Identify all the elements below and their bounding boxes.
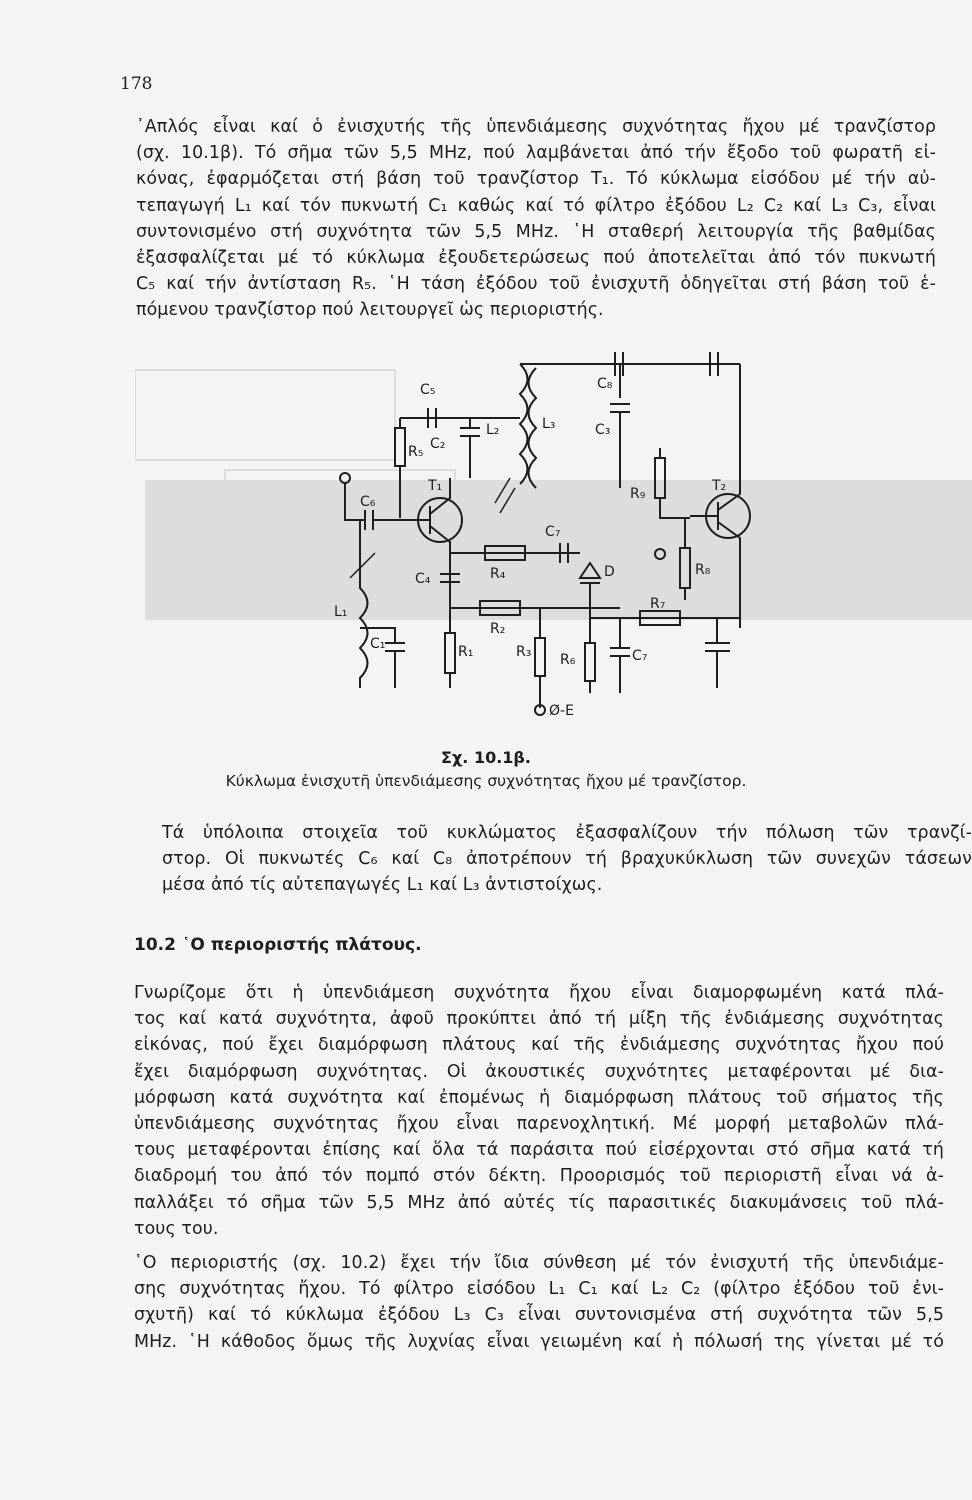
label-r7: R₇ — [650, 596, 666, 612]
resistor-symbol — [445, 633, 455, 673]
text-line: (σχ. 10.1β). Τό σῆμα τῶν 5,5 MHz, πού λαμβάνεται ἀπό τήν ἔξοδο τοῦ φωρατῆ εἰ- — [136, 143, 936, 164]
label-l3: L₃ — [542, 416, 556, 432]
label-r4: R₄ — [490, 566, 506, 582]
output-terminal — [655, 549, 665, 559]
text-line: σχυτῆ) καί τό κύκλωμα ἐξόδου L₃ C₃ εἶναι συντονισμένα στή συχνότητα τῶν 5,5 — [134, 1305, 944, 1326]
text-line: ἐξασφαλίζεται μέ τό κύκλωμα ἐξουδετερώσεως πού ἀποτελεῖται ἀπό τόν πυκνωτή — [136, 248, 936, 269]
resistor-symbol — [680, 548, 690, 588]
text-line: σης συχνότητας ἤχου. Τό φίλτρο εἰσόδου L₁ C₁ καί L₂ C₂ (φίλτρο ἐξόδου τοῦ ἐνι- — [134, 1279, 944, 1300]
tuning-arrow — [350, 553, 375, 578]
page-number: 178 — [120, 74, 153, 94]
transistor-leads — [690, 364, 740, 628]
text-line: πόμενου τρανζίστορ πού λειτουργεῖ ὡς περιοριστής. — [136, 300, 604, 321]
label-c3: C₃ — [595, 422, 611, 438]
tuning-arrow — [495, 478, 515, 513]
label-d: D — [604, 564, 615, 580]
text-line: μόρφωση κατά συχνότητα καί ἐπομένως ἡ διαμόρφωση πλάτους τοῦ σήματος τῆς — [134, 1087, 944, 1108]
capacitor-symbol — [610, 618, 630, 693]
label-c7: C₇ — [545, 524, 561, 540]
capacitor-symbol — [705, 618, 730, 688]
circuit-diagram — [320, 338, 780, 728]
paragraph-limiter — [134, 980, 944, 1242]
label-r3: R₃ — [516, 644, 532, 660]
label-c7-lower: C₇ — [632, 648, 648, 664]
text-line: τους του. — [134, 1218, 219, 1239]
text-line: στορ. Οἱ πυκνωτές C₆ καί C₈ ἀποτρέπουν τή βραχυκύκλωση τῶν συνεχῶν τάσεων — [162, 849, 972, 870]
label-l2: L₂ — [486, 422, 500, 438]
label-r2: R₂ — [490, 621, 506, 637]
label-c6: C₆ — [360, 494, 376, 510]
text-line: ὑπενδιάμεσης συχνότητας ἤχου εἶναι παρενοχλητική. Μέ μορφή μεταβολῶν πλά- — [134, 1114, 944, 1135]
diode-symbol — [580, 563, 600, 618]
paragraph-intro — [136, 114, 936, 324]
resistor-symbol — [655, 458, 665, 498]
text-line: Γνωρίζομε ὅτι ἡ ὑπενδιάμεση συχνότητα ἤχου εἶναι διαμορφωμένη κατά πλά- — [134, 983, 944, 1003]
label-t2: T₂ — [712, 478, 727, 494]
circuit-schematic — [320, 338, 780, 728]
label-r8: R₈ — [695, 562, 711, 578]
paragraph-tube — [134, 1250, 944, 1355]
label-l1: L₁ — [334, 604, 348, 620]
text-line: εἰκόνας, πού ἔχει διαμόρφωση πλάτους καί τῆς ἐνδιάμεσης συχνότητας ἤχου πού — [134, 1035, 944, 1056]
section-heading: 10.2 ῾Ο περιοριστής πλάτους. — [134, 935, 422, 955]
paragraph-bias — [162, 820, 972, 899]
input-terminal — [340, 473, 350, 483]
text-line: ἔχει διαμόρφωση συχνότητας. Οἱ ἀκουστικές συχνότητες μεταφέρονται μέ δια- — [134, 1061, 944, 1082]
text-line: C₅ καί τήν ἀντίσταση R₅. ῾Η τάση ἐξόδου τοῦ ἐνισχυτῆ ὁδηγεῖται στή βάση τοῦ ἑ- — [136, 274, 936, 295]
text-line: ῾Ο περιοριστής (σχ. 10.2) ἔχει τήν ἴδια σύνθεση μέ τόν ἐνισχυτή τῆς ὑπενδιάμε- — [134, 1253, 944, 1273]
label-r9: R₉ — [630, 486, 646, 502]
resistor-symbol — [535, 638, 545, 676]
text-line: MHz. ῾Η κάθοδος ὅμως τῆς λυχνίας εἶναι γειωμένη καί ἡ πόλωσή της γίνεται μέ τό — [134, 1331, 944, 1352]
capacitor-symbol — [610, 364, 630, 488]
coil-l3 — [529, 368, 537, 488]
text-line: ᾿Απλός εἶναι καί ὁ ἐνισχυτής τῆς ὑπενδιάμεσης συχνότητας ἤχου μέ τρανζίστορ — [136, 117, 936, 137]
capacitor-symbol — [460, 418, 480, 478]
text-line: κόνας, ἐφαρμόζεται στή βάση τοῦ τρανζίστορ T₁. Τό κύκλωμα εἰσόδου μέ τήν αὐ- — [136, 169, 936, 190]
label-c2: C₂ — [430, 436, 446, 452]
coil-l1 — [360, 520, 368, 688]
text-line: τους μεταφέρονται ἐπίσης καί ὅλα τά παράσιτα πού εἰσέρχονται στό σῆμα κατά τή — [134, 1140, 944, 1161]
text-line: διαδρομή του ἀπό τόν πομπό στόν δέκτη. Προορισμός τοῦ περιοριστῆ εἶναι νά ἀ- — [134, 1166, 944, 1187]
resistor-symbol — [395, 428, 405, 466]
figure-caption: Κύκλωμα ἐνισχυτῆ ὑπενδιάμεσης συχνότητας ἤχου μέ τρανζίστορ. — [225, 772, 747, 790]
label-ground: Ø-E — [549, 703, 574, 719]
figure-label: Σχ. 10.1β. — [441, 748, 531, 767]
text-line: μέσα ἀπό τίς αὐτεπαγωγές L₁ καί L₃ ἀντιστοίχως. — [162, 875, 603, 896]
label-r5: R₅ — [408, 444, 424, 460]
text-line: Τά ὑπόλοιπα στοιχεῖα τοῦ κυκλώματος ἐξασφαλίζουν τήν πόλωση τῶν τρανζί- — [162, 823, 972, 843]
resistor-symbol — [585, 643, 595, 681]
text-line: τος καί κατά συχνότητα, ἀφοῦ προκύπτει ἀπό τή μίξη τῆς ἐνδιάμεσης συχνότητας — [134, 1009, 944, 1030]
text-line: παλλάξει τό σῆμα τῶν 5,5 MHz ἀπό αὐτές τίς παρασιτικές διακυμάνσεις τοῦ πλά- — [134, 1192, 944, 1213]
label-r6: R₆ — [560, 652, 576, 668]
text-line: τεπαγωγή L₁ καί τόν πυκνωτή C₁ καθώς καί τό φίλτρο ἐξόδου L₂ C₂ καί L₃ C₃, εἶναι — [136, 195, 936, 216]
label-c8: C₈ — [597, 376, 613, 392]
label-r1: R₁ — [458, 644, 474, 660]
coil-l2 — [520, 364, 528, 484]
label-t1: T₁ — [428, 478, 443, 494]
label-c5: C₅ — [420, 382, 436, 398]
label-c4: C₄ — [415, 571, 431, 587]
text-line: συντονισμένο στή συχνότητα τῶν 5,5 MHz. ῾Η σταθερή λειτουργία τῆς βαθμίδας — [136, 221, 936, 242]
label-c1: C₁ — [370, 636, 386, 652]
